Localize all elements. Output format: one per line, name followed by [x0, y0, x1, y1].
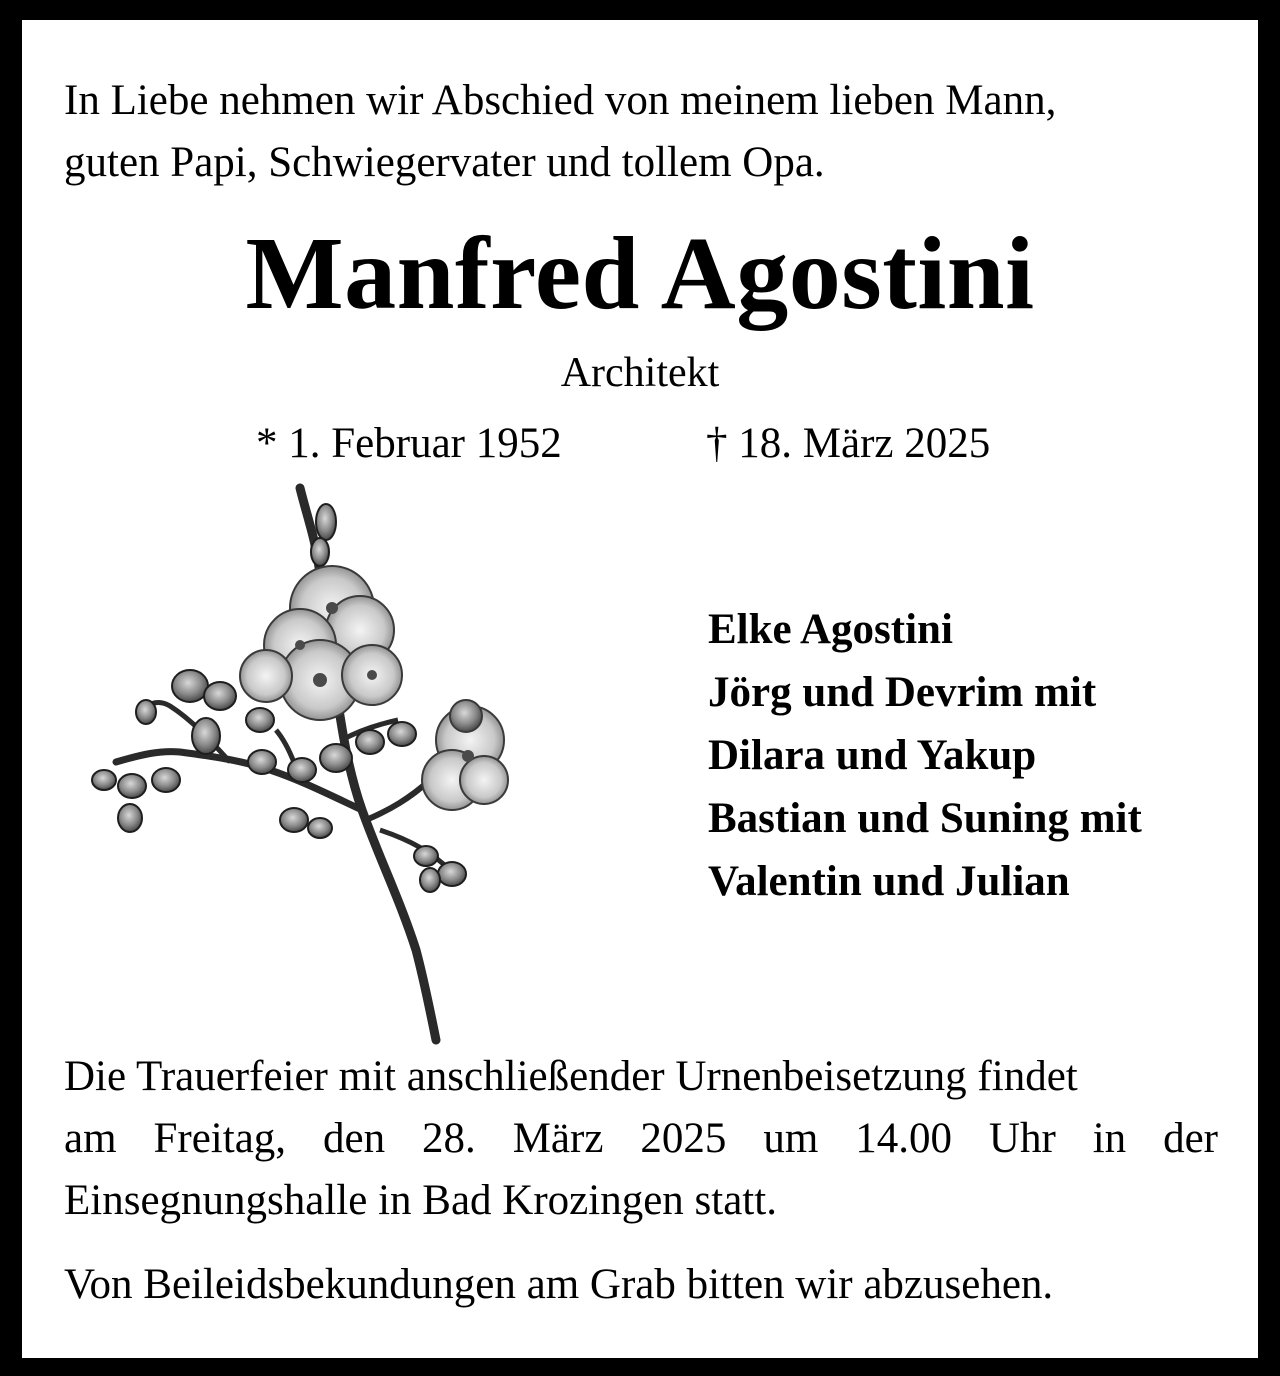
ceremony-word: den [322, 1115, 386, 1162]
ceremony-word: am [64, 1115, 117, 1162]
mourner-name: Jörg und Devrim mit [708, 669, 1097, 716]
intro-text [64, 70, 1224, 194]
mourner-name: Bastian und Suning mit [708, 795, 1142, 842]
ceremony-word: Uhr [988, 1115, 1056, 1162]
ceremony-details [64, 1046, 1218, 1232]
death-date: † 18. März 2025 [706, 420, 991, 467]
birth-date: * 1. Februar 1952 [256, 420, 562, 467]
mourner-name: Elke Agostini [708, 606, 953, 653]
ceremony-line [64, 1108, 1218, 1170]
ceremony-line: Die Trauerfeier mit anschließender Urnenbeisetzung findet [64, 1053, 1078, 1100]
mourner-name: Dilara und Yakup [708, 732, 1037, 779]
mourners-list [708, 598, 1248, 913]
ceremony-word: um [763, 1115, 819, 1162]
closing-note: Von Beileidsbekundungen am Grab bitten wir abzusehen. [64, 1261, 1054, 1308]
ceremony-word: 28. [422, 1115, 476, 1162]
ceremony-word: der [1163, 1115, 1218, 1162]
deceased-name: Manfred Agostini [245, 216, 1035, 331]
ceremony-word: Freitag, [153, 1115, 287, 1162]
ceremony-word: 14.00 [855, 1115, 952, 1162]
ceremony-line: Einsegnungshalle in Bad Krozingen statt. [64, 1177, 777, 1224]
profession: Architekt [560, 350, 720, 396]
intro-line: In Liebe nehmen wir Abschied von meinem lieben Mann, [64, 77, 1057, 124]
intro-line: guten Papi, Schwiegervater und tollem Opa. [64, 139, 825, 186]
ceremony-word: 2025 [640, 1115, 727, 1162]
ceremony-word: in [1092, 1115, 1127, 1162]
ceremony-word: März [512, 1115, 604, 1162]
cherry-blossom-branch-icon [80, 480, 540, 1050]
mourner-name: Valentin und Julian [708, 858, 1070, 905]
